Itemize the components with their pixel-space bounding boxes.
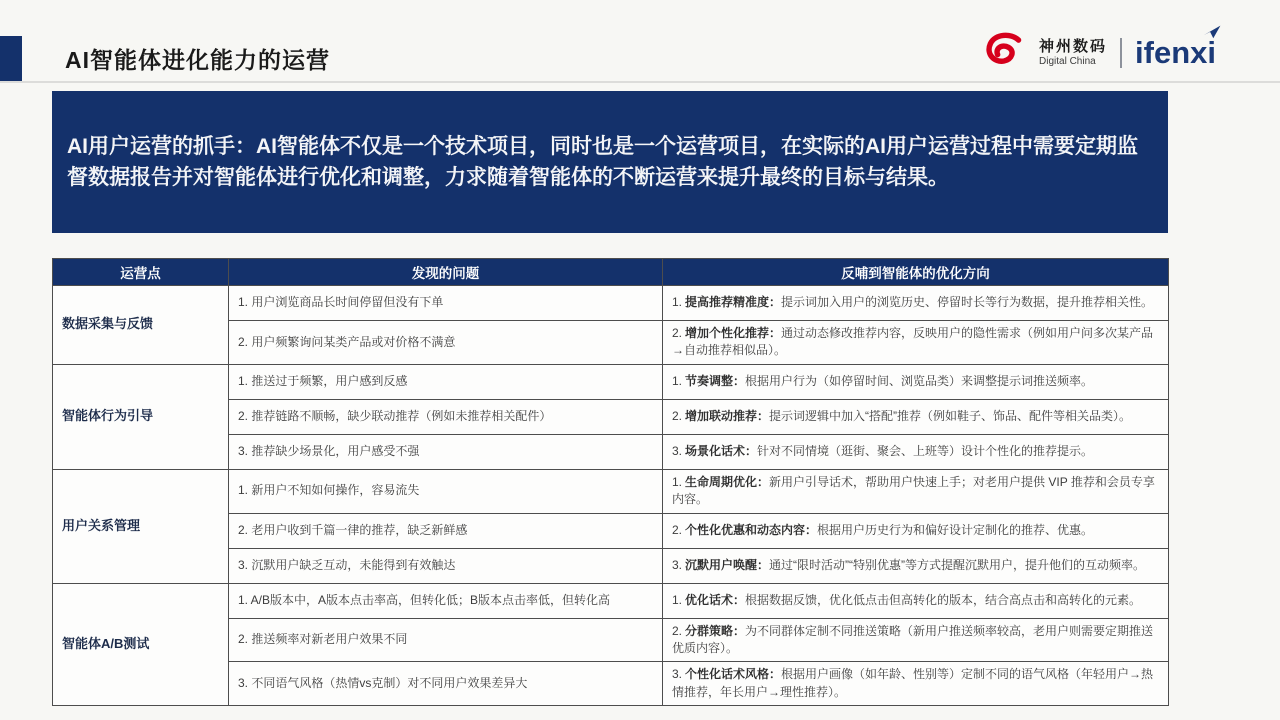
problem-cell: 3. 沉默用户缺乏互动，未能得到有效触达 xyxy=(229,548,663,583)
digital-china-cn: 神州数码 xyxy=(1039,38,1108,56)
optimization-cell xyxy=(663,321,1169,365)
optimization-cell xyxy=(663,583,1169,618)
table-header-row xyxy=(53,259,1169,286)
optimization-label: 个性化话术风格： xyxy=(685,667,782,682)
operations-table-body xyxy=(53,286,1169,706)
optimization-number: 3. xyxy=(672,444,683,459)
header-operation-point: 运营点 xyxy=(53,259,229,286)
optimization-text: 通过动态修改推荐内容，反映用户的隐性需求（例如用户问多次某产品→自动推荐相似品）。 xyxy=(672,326,1154,358)
optimization-label: 生命周期优化： xyxy=(685,474,770,489)
intro-banner-body: AI智能体不仅是一个技术项目，同时也是一个运营项目，在实际的AI用户运营过程中需要定期监督数据报告并对智能体进行优化和调整，力求随着智能体的不断运营来提升最终的目标与结果。 xyxy=(67,134,1138,189)
intro-banner xyxy=(52,91,1168,233)
problem-cell: 2. 推送频率对新老用户效果不同 xyxy=(229,618,663,662)
table-row xyxy=(53,364,1169,399)
optimization-label: 优化话术： xyxy=(685,592,746,607)
optimization-text: 根据用户画像（如年龄、性别等）定制不同的语气风格（年轻用户→热情推荐，年长用户→理性推荐）。 xyxy=(672,667,1154,699)
optimization-number: 3. xyxy=(672,667,683,682)
problem-cell: 2. 用户频繁询问某类产品或对价格不满意 xyxy=(229,321,663,365)
category-cell: 数据采集与反馈 xyxy=(53,286,229,365)
optimization-number: 1. xyxy=(672,295,683,310)
problem-cell: 1. 推送过于频繁，用户感到反感 xyxy=(229,364,663,399)
optimization-label: 场景化话术： xyxy=(685,444,758,459)
page-title: AI智能体进化能力的运营 xyxy=(65,47,330,73)
table-row xyxy=(53,286,1169,321)
problem-cell: 3. 不同语气风格（热情vs克制）对不同用户效果差异大 xyxy=(229,662,663,706)
optimization-text: 提示词逻辑中加入“搭配”推荐（例如鞋子、饰品、配件等相关品类）。 xyxy=(769,409,1132,424)
optimization-cell xyxy=(663,469,1169,513)
table-row xyxy=(53,583,1169,618)
logo-block xyxy=(982,30,1216,76)
optimization-cell xyxy=(663,286,1169,321)
optimization-text: 根据数据反馈，优化低点击但高转化的版本，结合高点击和高转化的元素。 xyxy=(745,592,1142,607)
optimization-text: 通过“限时活动”“特别优惠”等方式提醒沉默用户，提升他们的互动频率。 xyxy=(769,557,1146,572)
problem-cell: 1. A/B版本中，A版本点击率高，但转化低；B版本点击率低，但转化高 xyxy=(229,583,663,618)
intro-banner-lead: AI用户运营的抓手： xyxy=(67,134,256,158)
digital-china-en: Digital China xyxy=(1039,55,1096,67)
optimization-number: 2. xyxy=(672,623,683,638)
optimization-label: 个性化优惠和动态内容： xyxy=(685,522,818,537)
optimization-cell xyxy=(663,662,1169,706)
optimization-cell xyxy=(663,364,1169,399)
optimization-text: 为不同群体定制不同推送策略（新用户推送频率较高，老用户则需要定期推送优质内容）。 xyxy=(672,623,1154,655)
title-accent-square xyxy=(0,36,22,82)
logo-divider xyxy=(1120,38,1122,68)
problem-cell: 2. 老用户收到千篇一律的推荐，缺乏新鲜感 xyxy=(229,513,663,548)
digital-china-logo-text xyxy=(1039,39,1107,67)
optimization-cell xyxy=(663,434,1169,469)
digital-china-swirl-icon xyxy=(982,31,1026,76)
optimization-cell xyxy=(663,618,1169,662)
optimization-number: 1. xyxy=(672,592,683,607)
problem-cell: 1. 新用户不知如何操作，容易流失 xyxy=(229,469,663,513)
category-cell: 智能体A/B测试 xyxy=(53,583,229,706)
header-optimization-direction: 反哺到智能体的优化方向 xyxy=(663,259,1169,286)
optimization-cell xyxy=(663,399,1169,434)
optimization-label: 增加个性化推荐： xyxy=(685,326,782,340)
optimization-label: 提高推荐精准度： xyxy=(685,295,782,310)
table-row xyxy=(53,469,1169,513)
optimization-number: 2. xyxy=(672,326,683,340)
optimization-label: 节奏调整： xyxy=(685,374,746,389)
optimization-label: 增加联动推荐： xyxy=(685,409,770,424)
optimization-label: 分群策略： xyxy=(685,623,746,638)
optimization-text: 根据用户历史行为和偏好设计定制化的推荐、优惠。 xyxy=(817,522,1094,537)
intro-banner-text xyxy=(67,131,1153,194)
optimization-number: 1. xyxy=(672,374,683,389)
header-divider-line xyxy=(0,81,1280,83)
optimization-cell xyxy=(663,548,1169,583)
optimization-text: 提示词加入用户的浏览历史、停留时长等行为数据，提升推荐相关性。 xyxy=(781,295,1154,310)
header-problems-found: 发现的问题 xyxy=(229,259,663,286)
optimization-number: 2. xyxy=(672,522,683,537)
arrow-up-right-icon xyxy=(1203,24,1222,48)
optimization-text: 新用户引导话术，帮助用户快速上手；对老用户提供 VIP 推荐和会员专享内容。 xyxy=(672,474,1155,507)
problem-cell: 2. 推荐链路不顺畅，缺少联动推荐（例如未推荐相关配件） xyxy=(229,399,663,434)
operations-table xyxy=(52,258,1169,706)
category-cell: 智能体行为引导 xyxy=(53,364,229,469)
ifenxi-wordmark: ifenxi xyxy=(1135,35,1216,70)
category-cell: 用户关系管理 xyxy=(53,469,229,583)
optimization-number: 2. xyxy=(672,409,683,424)
problem-cell: 3. 推荐缺少场景化，用户感受不强 xyxy=(229,434,663,469)
optimization-number: 3. xyxy=(672,557,683,572)
ifenxi-logo xyxy=(1135,35,1216,71)
optimization-number: 1. xyxy=(672,474,683,489)
optimization-label: 沉默用户唤醒： xyxy=(685,557,770,572)
optimization-text: 根据用户行为（如停留时间、浏览品类）来调整提示词推送频率。 xyxy=(745,374,1094,389)
problem-cell: 1. 用户浏览商品长时间停留但没有下单 xyxy=(229,286,663,321)
optimization-text: 针对不同情境（逛街、聚会、上班等）设计个性化的推荐提示。 xyxy=(757,444,1094,459)
optimization-cell xyxy=(663,513,1169,548)
